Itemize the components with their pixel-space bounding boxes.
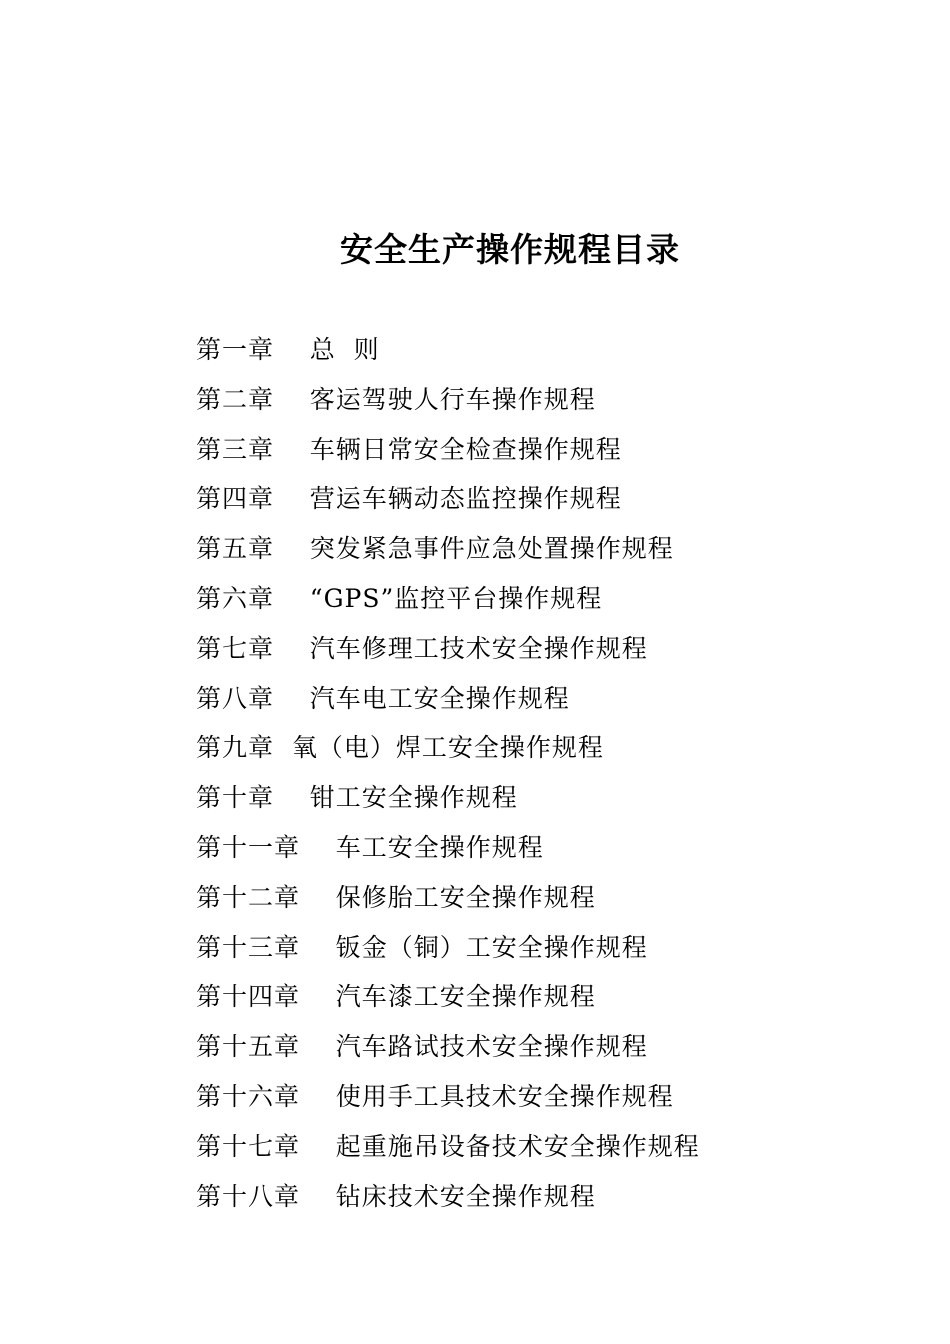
toc-entry: 第九章 氧（电）焊工安全操作规程 [196,733,604,763]
toc-entry: 第十章 钳工安全操作规程 [196,783,518,813]
toc-entry: 第十三章 钣金（铜）工安全操作规程 [196,932,648,962]
toc-entry: 第十六章 使用手工具技术安全操作规程 [196,1081,674,1111]
toc-entry: 第八章 汽车电工安全操作规程 [196,683,570,713]
toc-entry: 第六章 “GPS”监控平台操作规程 [196,583,603,613]
toc-entry: 第十八章 钻床技术安全操作规程 [196,1181,596,1211]
toc-entry: 第四章 营运车辆动态监控操作规程 [196,484,622,514]
table-of-contents [196,332,876,1228]
toc-entry: 第一章 总 则 [196,335,380,364]
toc-entry: 第十二章 保修胎工安全操作规程 [196,882,596,912]
toc-entry: 第十五章 汽车路试技术安全操作规程 [196,1032,648,1062]
toc-entry: 第十一章 车工安全操作规程 [196,832,544,862]
toc-entry: 第三章 车辆日常安全检查操作规程 [196,434,622,464]
toc-entry: 第五章 突发紧急事件应急处置操作规程 [196,534,674,564]
toc-entry: 第二章 客运驾驶人行车操作规程 [196,384,596,414]
toc-entry: 第十四章 汽车漆工安全操作规程 [196,982,596,1012]
toc-entry: 第十七章 起重施吊设备技术安全操作规程 [196,1131,700,1161]
toc-entry: 第七章 汽车修理工技术安全操作规程 [196,633,648,663]
document-title: 安全生产操作规程目录 [340,230,680,269]
